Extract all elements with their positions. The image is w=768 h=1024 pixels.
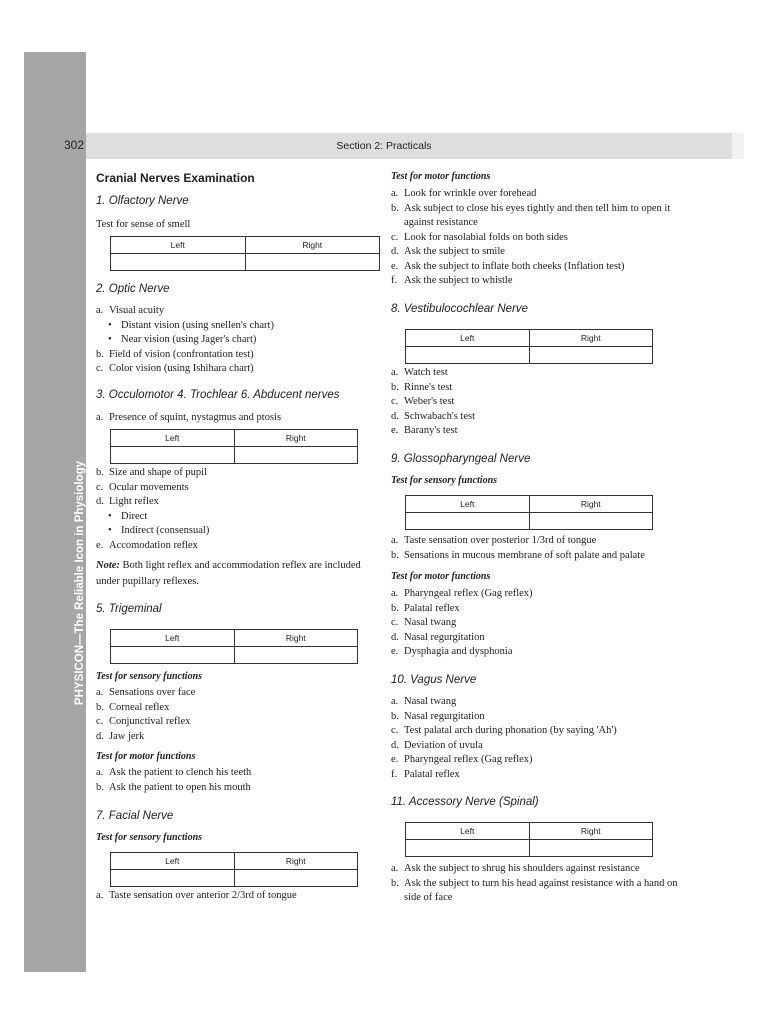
list-item <box>96 466 209 481</box>
list-item <box>391 753 617 768</box>
table-header-left: Left <box>111 430 235 447</box>
table-header-right: Right <box>529 496 653 513</box>
list-text: Field of vision (confrontation test) <box>109 348 254 360</box>
table-header-left: Left <box>406 823 530 840</box>
list-marker: a. <box>391 188 399 199</box>
occulomotor-table <box>110 429 358 464</box>
list-item <box>391 187 681 202</box>
list-text: Nasal twang <box>404 696 457 707</box>
table-cell <box>111 254 246 271</box>
list-marker: f. <box>391 768 398 780</box>
list-item <box>96 701 195 716</box>
note-line-1 <box>96 558 361 573</box>
list-marker: c. <box>391 396 399 407</box>
list-text: Pharyngeal reflex (Gag reflex) <box>404 754 533 765</box>
list-item <box>391 862 681 877</box>
list-marker: b. <box>391 710 399 722</box>
optic-heading: 2. Optic Nerve <box>96 283 170 295</box>
list-item <box>96 481 209 496</box>
list-item <box>96 510 209 525</box>
list-item <box>391 231 681 246</box>
list-marker: b. <box>96 701 104 713</box>
list-item <box>96 715 195 730</box>
list-text: Sensations in mucous membrane of soft palate and palate <box>404 549 645 561</box>
list-marker: f. <box>391 275 398 286</box>
list-marker: b. <box>391 877 399 889</box>
list-text: Near vision (using Jager's chart) <box>121 334 257 345</box>
list-marker: a. <box>391 535 399 546</box>
facial-sensory-heading: Test for sensory functions <box>96 832 203 843</box>
list-item <box>391 616 533 631</box>
table-header-left: Left <box>111 630 235 647</box>
note-label: Note: <box>96 560 120 571</box>
occulomotor-list <box>96 466 209 553</box>
vagus-heading: 10. Vagus Nerve <box>391 674 477 686</box>
trigeminal-table <box>110 629 358 664</box>
list-marker: • <box>108 334 112 345</box>
section-label: Section 2: Practicals <box>336 140 432 152</box>
list-item <box>391 549 645 564</box>
list-item <box>391 645 533 660</box>
list-marker: c. <box>391 725 399 736</box>
list-marker: c. <box>96 363 104 374</box>
table-cell <box>406 513 530 530</box>
facial-sensory-list <box>96 889 297 904</box>
list-text: Ask the subject to inflate both cheeks (Inflation test) <box>404 260 625 272</box>
list-text: Look for wrinkle over forehead <box>404 188 537 199</box>
vestibulocochlear-list <box>391 366 475 439</box>
trigeminal-sensory-heading: Test for sensory functions <box>96 671 203 682</box>
trigeminal-sensory-list <box>96 686 195 744</box>
page-number: 302 <box>64 138 85 152</box>
list-text: Ask the patient to open his mouth <box>109 781 251 793</box>
list-text: Indirect (consensual) <box>121 525 210 536</box>
list-text: Color vision (using Ishihara chart) <box>109 363 254 374</box>
list-text: Look for nasolabial folds on both sides <box>404 231 568 243</box>
glossopharyngeal-motor-heading: Test for motor functions <box>391 571 491 582</box>
list-text: Jaw jerk <box>109 730 145 742</box>
occulomotor-heading: 3. Occulomotor 4. Trochlear 6. Abducent nerves <box>96 389 340 401</box>
list-text: Distant vision (using snellen's chart) <box>121 319 274 331</box>
list-marker: b. <box>96 467 104 478</box>
book-title-vertical: PHYSICON—The Reliable Icon in Physiology <box>74 460 86 706</box>
trigeminal-motor-list <box>96 766 251 795</box>
list-text: Ask subject to close his eyes tightly and then tell him to open it against resistance <box>404 202 671 228</box>
list-text: Accomodation reflex <box>109 539 198 551</box>
table-header-left: Left <box>111 853 235 870</box>
facial-motor-heading: Test for motor functions <box>391 171 491 182</box>
table-cell <box>234 870 358 887</box>
list-marker: • <box>108 319 112 331</box>
list-marker: a. <box>391 367 399 378</box>
list-text: Ask the subject to whistle <box>404 275 513 286</box>
list-item <box>96 495 209 510</box>
list-marker: d. <box>96 496 104 507</box>
table-header-right: Right <box>529 330 653 347</box>
list-marker: d. <box>391 739 399 751</box>
occulomotor-item-a <box>96 411 281 426</box>
list-text: Ask the subject to shrug his shoulders against resistance <box>404 863 640 874</box>
list-item <box>391 739 617 754</box>
table-cell <box>111 447 235 464</box>
left-margin-band <box>24 52 86 972</box>
vestibulocochlear-table <box>405 329 653 364</box>
table-cell <box>111 870 235 887</box>
facial-table <box>110 852 358 887</box>
table-header-right: Right <box>529 823 653 840</box>
list-text: Watch test <box>404 367 448 378</box>
table-header-left: Left <box>111 237 246 254</box>
list-marker: c. <box>96 481 104 493</box>
list-marker: a. <box>96 767 104 778</box>
list-item <box>391 695 617 710</box>
list-text: Palatal reflex <box>404 768 460 780</box>
list-marker: e. <box>391 425 399 436</box>
list-item <box>96 781 251 796</box>
list-text: Nasal regurgitation <box>404 631 485 643</box>
table-header-right: Right <box>234 853 358 870</box>
accessory-table <box>405 822 653 857</box>
vestibulocochlear-heading: 8. Vestibulocochlear Nerve <box>391 303 529 315</box>
list-item <box>391 260 681 275</box>
list-item <box>391 768 617 783</box>
list-text: Taste sensation over posterior 1/3rd of tongue <box>404 535 597 546</box>
glossopharyngeal-sensory-list <box>391 534 645 563</box>
facial-motor-list <box>391 187 681 289</box>
list-item <box>96 686 195 701</box>
list-item <box>391 274 681 289</box>
list-marker: c. <box>391 617 399 628</box>
note-text-1: Both light reflex and accommodation reflex are included <box>119 560 361 571</box>
list-item <box>391 366 475 381</box>
list-text: Direct <box>121 510 148 522</box>
list-item <box>96 411 281 426</box>
list-text: Palatal reflex <box>404 602 460 614</box>
list-text: Nasal twang <box>404 617 457 628</box>
accessory-list <box>391 862 681 906</box>
list-item <box>391 534 645 549</box>
list-marker: e. <box>391 260 399 272</box>
list-text: Deviation of uvula <box>404 739 483 751</box>
list-text: Ocular movements <box>109 481 189 493</box>
list-marker: e. <box>391 646 399 657</box>
list-text: Pharyngeal reflex (Gag reflex) <box>404 588 533 599</box>
list-item <box>391 631 533 646</box>
list-marker: e. <box>96 539 104 551</box>
list-marker: e. <box>391 754 399 765</box>
list-item <box>391 245 681 260</box>
list-marker: a. <box>96 890 104 901</box>
list-marker: b. <box>96 348 104 360</box>
table-header-left: Left <box>406 330 530 347</box>
list-marker: b. <box>391 602 399 614</box>
list-text: Ask the patient to clench his teeth <box>109 767 252 778</box>
table-cell <box>245 254 380 271</box>
trigeminal-heading: 5. Trigeminal <box>96 603 162 615</box>
olfactory-table <box>110 236 380 271</box>
table-cell <box>406 347 530 364</box>
list-item <box>96 333 274 348</box>
list-marker: d. <box>96 730 104 742</box>
list-marker: a. <box>391 696 399 707</box>
list-text: Visual acuity <box>109 305 165 316</box>
list-text: Presence of squint, nystagmus and ptosis <box>109 412 282 423</box>
list-item <box>96 766 251 781</box>
list-item <box>391 602 533 617</box>
list-item <box>96 362 274 377</box>
list-item <box>391 724 617 739</box>
list-text: Rinne's test <box>404 381 453 393</box>
list-marker: • <box>108 525 112 536</box>
table-cell <box>529 840 653 857</box>
table-cell <box>529 513 653 530</box>
note-line-2: under pupillary reflexes. <box>96 576 199 587</box>
table-cell <box>234 447 358 464</box>
list-item <box>391 410 475 425</box>
list-item <box>391 710 617 725</box>
page-title: Cranial Nerves Examination <box>96 171 255 185</box>
list-text: Corneal reflex <box>109 701 170 713</box>
list-text: Weber's test <box>404 396 455 407</box>
trigeminal-motor-heading: Test for motor functions <box>96 751 196 762</box>
list-text: Ask the subject to smile <box>404 246 505 257</box>
list-item <box>96 304 274 319</box>
olfactory-text: Test for sense of smell <box>96 219 191 230</box>
table-header-right: Right <box>234 430 358 447</box>
list-text: Dysphagia and dysphonia <box>404 646 513 657</box>
list-item <box>96 524 209 539</box>
list-item <box>96 348 274 363</box>
list-text: Schwabach's test <box>404 410 475 422</box>
list-item <box>391 202 681 231</box>
list-marker: c. <box>391 231 399 243</box>
optic-list <box>96 304 274 377</box>
list-item <box>391 424 475 439</box>
list-marker: d. <box>391 246 399 257</box>
list-marker: • <box>108 510 112 522</box>
list-text: Ask the subject to turn his head against resistance with a hand on side of face <box>404 877 678 903</box>
list-text: Sensations over face <box>109 687 196 698</box>
list-marker: a. <box>96 305 104 316</box>
list-item <box>96 319 274 334</box>
list-item <box>391 587 533 602</box>
list-marker: a. <box>96 412 104 423</box>
list-text: Test palatal arch during phonation (by saying 'Ah') <box>404 725 617 736</box>
facial-heading: 7. Facial Nerve <box>96 810 174 822</box>
table-cell <box>406 840 530 857</box>
olfactory-heading: 1. Olfactory Nerve <box>96 195 189 207</box>
glossopharyngeal-heading: 9. Glossopharyngeal Nerve <box>391 453 531 465</box>
table-header-left: Left <box>406 496 530 513</box>
list-text: Conjunctival reflex <box>109 716 191 727</box>
list-marker: b. <box>96 781 104 793</box>
table-cell <box>111 647 235 664</box>
list-text: Barany's test <box>404 425 458 436</box>
table-cell <box>234 647 358 664</box>
list-item <box>391 381 475 396</box>
glossopharyngeal-motor-list <box>391 587 533 660</box>
accessory-heading: 11. Accessory Nerve (Spinal) <box>391 796 539 808</box>
list-marker: d. <box>391 410 399 422</box>
table-header-right: Right <box>245 237 380 254</box>
list-item <box>96 889 297 904</box>
list-item <box>96 539 209 554</box>
list-marker: c. <box>96 716 104 727</box>
list-marker: a. <box>96 687 104 698</box>
glossopharyngeal-sensory-heading: Test for sensory functions <box>391 475 498 486</box>
list-marker: a. <box>391 588 399 599</box>
list-marker: d. <box>391 631 399 643</box>
list-marker: b. <box>391 202 399 214</box>
list-text: Light reflex <box>109 496 159 507</box>
list-text: Taste sensation over anterior 2/3rd of tongue <box>109 890 297 901</box>
list-item <box>96 730 195 745</box>
list-text: Nasal regurgitation <box>404 710 485 722</box>
table-header-right: Right <box>234 630 358 647</box>
list-item <box>391 395 475 410</box>
list-item <box>391 877 681 906</box>
list-marker: b. <box>391 381 399 393</box>
vagus-list <box>391 695 617 782</box>
list-marker: b. <box>391 549 399 561</box>
list-marker: a. <box>391 863 399 874</box>
list-text: Size and shape of pupil <box>109 467 207 478</box>
glossopharyngeal-table <box>405 495 653 530</box>
table-cell <box>529 347 653 364</box>
